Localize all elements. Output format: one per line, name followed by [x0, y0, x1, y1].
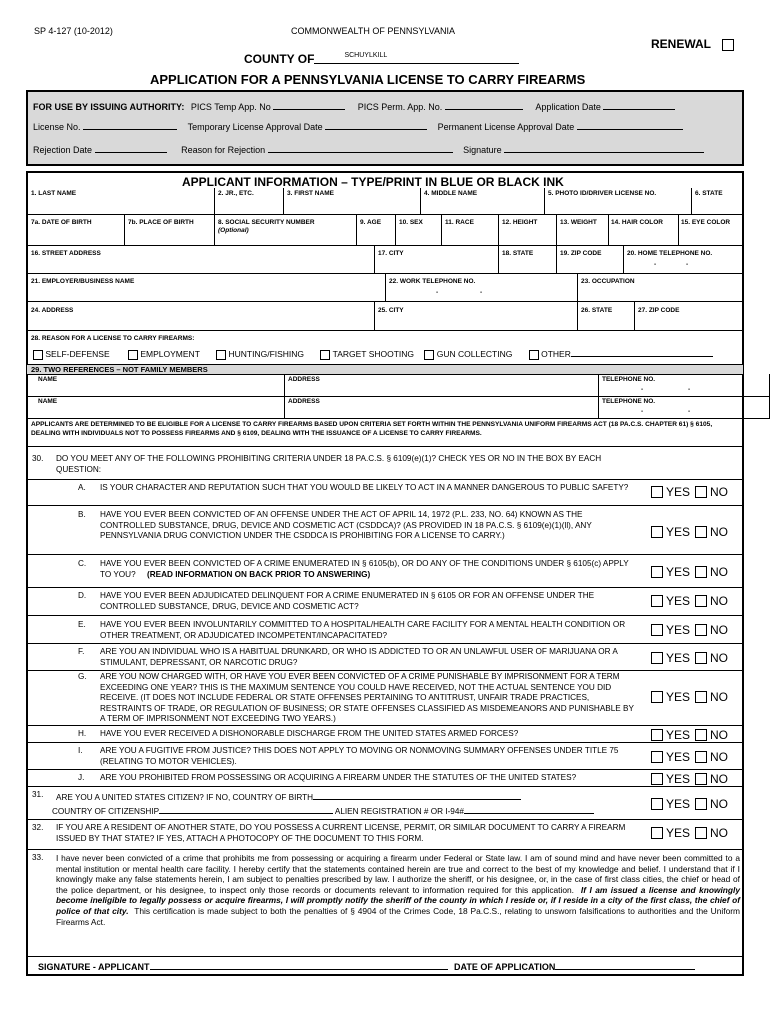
yes-label: YES: [666, 727, 691, 742]
employer-field[interactable]: 21. EMPLOYER/BUSINESS NAME: [31, 278, 135, 285]
q30j-letter: J.: [78, 773, 85, 782]
employer-city-field[interactable]: 25. CITY: [378, 307, 404, 314]
yes-label: YES: [666, 689, 691, 704]
q32-yes-checkbox[interactable]: [651, 827, 663, 839]
ref1-phone-dash: -: [641, 386, 644, 393]
application-date-sig-label: DATE OF APPLICATION: [454, 962, 556, 972]
birthplace-field[interactable]: 7b. PLACE OF BIRTH: [128, 219, 194, 226]
license-no-input[interactable]: [83, 120, 177, 130]
q30d-answer: [651, 593, 733, 608]
authority-signature-label: Signature: [463, 145, 502, 155]
suffix-field[interactable]: 2. JR., ETC.: [218, 190, 254, 197]
application-date-sig-input[interactable]: [555, 960, 695, 970]
q31-answer: [651, 796, 733, 811]
q30a-letter: A.: [78, 483, 86, 492]
no-label: NO: [710, 727, 729, 742]
eligibility-notice: APPLICANTS ARE DETERMINED TO BE ELIGIBLE FOR A LICENSE TO CARRY FIREARMS BASED UPON CRITERIA SET FORTH WITHIN THE PENNSYLVANIA UNIFORM FIREARMS ACT (18 PA.C.S. CHAPTER 61) § 6105, DEALING WITH INDIVIDUALS NOT TO POSSESS FIREARMS AND § 6109, DEALING WITH THE ISSUANCE OF A LICENSE TO CARRY FIREARMS.: [31, 421, 713, 437]
employer-state-field[interactable]: 26. STATE: [581, 307, 613, 314]
pics-perm-input[interactable]: [445, 100, 523, 110]
license-no-label: License No.: [33, 122, 81, 132]
renewal-label: RENEWAL: [651, 37, 711, 51]
q30c-text: [100, 559, 638, 580]
for-use-label: FOR USE BY ISSUING AUTHORITY:: [33, 102, 185, 112]
zip-field[interactable]: 19. ZIP CODE: [560, 250, 602, 257]
q30b-letter: B.: [78, 510, 86, 519]
q31-line-2: [52, 804, 594, 818]
alien-registration-input[interactable]: [464, 804, 594, 814]
yes-label: YES: [666, 622, 691, 637]
q30b-no-checkbox[interactable]: [695, 526, 707, 538]
home-phone-dash: -: [686, 261, 689, 268]
q31-text: ARE YOU A UNITED STATES CITIZEN? IF NO, COUNTRY OF BIRTH: [56, 793, 314, 802]
q30i-answer: [651, 749, 733, 764]
q32-answer: [651, 825, 733, 840]
reason-option[interactable]: [424, 349, 512, 359]
home-phone-dash: -: [654, 261, 657, 268]
alien-registration-label: ALIEN REGISTRATION # OR I-94#: [334, 807, 464, 816]
country-of-citizenship-label: COUNTRY OF CITIZENSHIP: [52, 807, 160, 816]
reason-options: [33, 347, 713, 360]
other-label: OTHER: [541, 349, 571, 359]
ref1-address-field[interactable]: ADDRESS: [288, 376, 320, 383]
q30c-text-bold: (READ INFORMATION ON BACK PRIOR TO ANSWERING): [147, 569, 371, 579]
q30d-letter: D.: [78, 591, 87, 600]
no-label: NO: [710, 689, 729, 704]
q30f-no-checkbox[interactable]: [695, 652, 707, 664]
q30h-letter: H.: [78, 729, 87, 738]
q30c-yes-checkbox[interactable]: [651, 566, 663, 578]
q30j-text: ARE YOU PROHIBITED FROM POSSESSING OR ACQUIRING A FIREARM UNDER THE STATUTES OF THE UNITED STATES?: [100, 773, 577, 782]
other-checkbox[interactable]: [529, 350, 539, 360]
ref1-name-field[interactable]: NAME: [38, 376, 58, 383]
q30e-answer: [651, 622, 733, 637]
no-label: NO: [710, 650, 729, 665]
no-label: NO: [710, 622, 729, 637]
first-name-field[interactable]: 3. FIRST NAME: [287, 190, 334, 197]
other-input[interactable]: [571, 347, 713, 357]
q30j-answer: [651, 771, 733, 786]
no-label: NO: [710, 749, 729, 764]
q30d-yes-checkbox[interactable]: [651, 595, 663, 607]
q30g-letter: G.: [78, 672, 87, 681]
q31-number: 31.: [32, 790, 44, 799]
weight-field[interactable]: 13. WEIGHT: [560, 219, 597, 226]
commonwealth-label: COMMONWEALTH OF PENNSYLVANIA: [291, 26, 456, 36]
occupation-field[interactable]: 23. OCCUPATION: [581, 278, 635, 285]
ssn-optional: (Optional): [218, 227, 249, 234]
application-date-input[interactable]: [603, 100, 675, 110]
county-value: SCHUYLKILL: [344, 52, 388, 59]
q30e-yes-checkbox[interactable]: [651, 624, 663, 636]
q30g-answer: [651, 689, 733, 704]
no-label: NO: [710, 796, 729, 811]
references-heading: 29. TWO REFERENCES – NOT FAMILY MEMBERS: [31, 365, 208, 374]
q31-line-1: [56, 790, 521, 804]
certification-text-2: This certification is made subject to both the penalties of § 4904 of the Crimes Code, 18 Pa.C.S., relating to unsworn falsifications to authorities and the Uniform Firearms Act.: [56, 905, 740, 927]
renewal-checkbox[interactable]: [722, 39, 734, 51]
dob-field[interactable]: 7a. DATE OF BIRTH: [31, 219, 92, 226]
q30g-no-checkbox[interactable]: [695, 691, 707, 703]
q32-no-checkbox[interactable]: [695, 827, 707, 839]
no-label: NO: [710, 484, 729, 499]
reason-label: 28. REASON FOR A LICENSE TO CARRY FIREARMS:: [31, 335, 195, 342]
q30-number: 30.: [32, 454, 44, 463]
q30f-letter: F.: [78, 647, 85, 656]
q30h-yes-checkbox[interactable]: [651, 729, 663, 741]
ref1-phone-dash: -: [688, 386, 691, 393]
perm-approval-label: Permanent License Approval Date: [437, 122, 575, 132]
applicant-info-heading: APPLICANT INFORMATION – TYPE/PRINT IN BLUE OR BLACK INK: [182, 175, 564, 189]
country-of-birth-input[interactable]: [313, 790, 521, 800]
certification-bold-text: If I am issued a license and knowingly become ineligible to legally possess or acquire firearms, I will promptly notify the sheriff of the county in which I reside or, if I reside in a city of the first class, the chief of police of that city.: [56, 884, 741, 916]
q31-no-checkbox[interactable]: [695, 798, 707, 810]
authority-signature-input[interactable]: [504, 143, 704, 153]
photo-id-field[interactable]: 5. PHOTO ID/DRIVER LICENSE NO.: [548, 190, 657, 197]
q30h-answer: [651, 727, 733, 742]
reason-option[interactable]: [529, 349, 713, 359]
q30i-text: ARE YOU A FUGITIVE FROM JUSTICE? THIS DOES NOT APPLY TO MOVING OR NONMOVING SUMMARY OFFENSES UNDER TITLE 75 (RELATING TO MOTOR VEHICLES).: [100, 746, 619, 766]
yes-label: YES: [666, 796, 691, 811]
self-defense-label: SELF-DEFENSE: [45, 349, 110, 359]
employment-label: EMPLOYMENT: [140, 349, 200, 359]
authority-row-1: [33, 100, 675, 112]
q30h-no-checkbox[interactable]: [695, 729, 707, 741]
q32-number: 32.: [32, 823, 44, 832]
authority-row-2: [33, 120, 683, 132]
hair-color-field[interactable]: 14. HAIR COLOR: [611, 219, 664, 226]
hunting-checkbox[interactable]: [216, 350, 226, 360]
reason-option[interactable]: [216, 349, 304, 359]
eye-color-field[interactable]: 15. EYE COLOR: [681, 219, 731, 226]
yes-label: YES: [666, 564, 691, 579]
q30g-text: ARE YOU NOW CHARGED WITH, OR HAVE YOU EVER BEEN CONVICTED OF A CRIME PUNISHABLE BY IMPRISONMENT FOR A TERM EXCEEDING ONE YEAR? THIS IS THE MAXIMUM SENTENCE YOU COULD HAVE RECEIVED, NOT THE ACTUAL SENTENCE YOU DID RECEIVE. (IT DOES NOT INCLUDE FEDERAL OR STATE OFFENSES PERTAINING TO ANTITRUST, UNFAIR TRADE PRACTICES, RESTRAINTS OF TRADE, OR REGULATION OF BUSINESS; OR STATE OFFENSES CLASSIFIED AS MISDEMEANORS AND PUNISHABLE BY A TERM OF IMPRISONMENT NOT EXCEEDING TWO YEARS.): [100, 672, 634, 723]
work-phone-field[interactable]: 22. WORK TELEPHONE NO.: [389, 278, 476, 285]
country-of-citizenship-input[interactable]: [159, 804, 333, 814]
no-label: NO: [710, 771, 729, 786]
ref2-phone-dash: -: [641, 408, 644, 415]
employment-checkbox[interactable]: [128, 350, 138, 360]
yes-label: YES: [666, 524, 691, 539]
yes-label: YES: [666, 593, 691, 608]
q32-text: IF YOU ARE A RESIDENT OF ANOTHER STATE, DO YOU POSSESS A CURRENT LICENSE, PERMIT, OR SIMILAR DOCUMENT TO CARRY A FIREARM ISSUED BY THAT STATE? IF YES, ATTACH A PHOTOCOPY OF THE DOCUMENT TO THIS FORM.: [56, 823, 626, 843]
q30b-text: HAVE YOU EVER BEEN CONVICTED OF AN OFFENSE UNDER THE ACT OF APRIL 14, 1972 (P.L. 233, NO. 64) KNOWN AS THE CONTROLLED SUBSTANCE, DRUG, DEVICE AND COSMETIC ACT (CSDDCA)? (AS PROVIDED IN 18 PA.C.S. § 6109(e)(1)(ll), ANY PENNSYLVANIA DRUG CONVICTION UNDER THE CSDDCA IS PROHIBITING FOR A LICENSE TO CARRY.): [100, 510, 592, 540]
q31-yes-checkbox[interactable]: [651, 798, 663, 810]
state-field[interactable]: 18. STATE: [502, 250, 534, 257]
pics-temp-input[interactable]: [273, 100, 345, 110]
ssn-field[interactable]: [218, 219, 315, 235]
authority-row-3: [33, 143, 704, 155]
q30b-answer: [651, 524, 733, 539]
height-field[interactable]: 12. HEIGHT: [502, 219, 538, 226]
reason-option[interactable]: [33, 349, 110, 359]
certification-text: I have never been convicted of a crime that prohibits me from possessing or acquiring a firearm under Federal or State law. I am of sound mind and have never been committed to a mental institution or mental health care facility. I hereby certify that the statements contained herein are true and correct to the best of my knowledge and belief. I understand that if I knowingly make any false statements herein, I am subject to penalties prescribed by law. I authorize the sheriff, or his designee, or, in the case of first class cities, the chief or head of the police department, or his designee, to inspect only those records or documents relevant to information required for this application.: [56, 853, 740, 895]
yes-label: YES: [666, 650, 691, 665]
application-date-label: Application Date: [535, 102, 601, 112]
q30c-answer: [651, 564, 733, 579]
county-label: COUNTY OF: [244, 52, 315, 66]
age-field[interactable]: 9. AGE: [360, 219, 382, 226]
work-phone-dash: -: [436, 289, 439, 296]
yes-label: YES: [666, 771, 691, 786]
temp-approval-label: Temporary License Approval Date: [187, 122, 323, 132]
rejection-date-label: Rejection Date: [33, 145, 93, 155]
sex-field[interactable]: 10. SEX: [399, 219, 423, 226]
q30a-text: IS YOUR CHARACTER AND REPUTATION SUCH THAT YOU WOULD BE LIKELY TO ACT IN A MANNER DANGEROUS TO PUBLIC SAFETY?: [100, 483, 629, 492]
ssn-label: 8. SOCIAL SECURITY NUMBER: [218, 219, 315, 226]
no-label: NO: [710, 564, 729, 579]
form-title: APPLICATION FOR A PENNSYLVANIA LICENSE TO CARRY FIREARMS: [150, 72, 586, 87]
q30-text: DO YOU MEET ANY OF THE FOLLOWING PROHIBITING CRITERIA UNDER 18 PA.C.S. § 6109(e)(1)? CHECK YES OR NO IN THE BOX BY EACH QUESTION:: [56, 454, 602, 474]
q30j-yes-checkbox[interactable]: [651, 773, 663, 785]
certification-statement: [56, 853, 740, 927]
q30i-no-checkbox[interactable]: [695, 751, 707, 763]
q30b-yes-checkbox[interactable]: [651, 526, 663, 538]
renewal-option[interactable]: [651, 37, 734, 51]
hunting-label: HUNTING/FISHING: [228, 349, 305, 359]
q30a-no-checkbox[interactable]: [695, 486, 707, 498]
perm-approval-input[interactable]: [577, 120, 683, 130]
q33-number: 33.: [32, 853, 44, 862]
no-label: NO: [710, 825, 729, 840]
yes-label: YES: [666, 484, 691, 499]
q30c-text-body: HAVE YOU EVER BEEN CONVICTED OF A CRIME ENUMERATED IN § 6105(b), OR DO ANY OF THE CONDITIONS UNDER § 6105(c) APPLY TO YOU?: [100, 559, 629, 579]
q30g-yes-checkbox[interactable]: [651, 691, 663, 703]
reason-option[interactable]: [128, 349, 200, 359]
q30e-text: HAVE YOU EVER BEEN INVOLUNTARILY COMMITTED TO A HOSPITAL/HEALTH CARE FACILITY FOR A MENTAL HEALTH CONDITION OR OTHER TREATMENT, OR ADJUDICATED INCOMPETENT/INCAPACITATED?: [100, 620, 626, 640]
no-label: NO: [710, 524, 729, 539]
q30i-letter: I.: [78, 746, 83, 755]
pics-perm-label: PICS Perm. App. No.: [357, 102, 443, 112]
ref2-phone-field[interactable]: TELEPHONE NO.: [602, 398, 656, 405]
yes-label: YES: [666, 825, 691, 840]
middle-name-field[interactable]: 4. MIDDLE NAME: [424, 190, 478, 197]
street-address-field[interactable]: 16. STREET ADDRESS: [31, 250, 101, 257]
pics-temp-label: PICS Temp App. No: [190, 102, 271, 112]
county-input[interactable]: [314, 54, 519, 64]
q30f-answer: [651, 650, 733, 665]
q30c-no-checkbox[interactable]: [695, 566, 707, 578]
rejection-date-input[interactable]: [95, 143, 167, 153]
employer-address-field[interactable]: 24. ADDRESS: [31, 307, 74, 314]
county-field: [244, 52, 519, 66]
yes-label: YES: [666, 749, 691, 764]
applicant-signature-label: SIGNATURE - APPLICANT: [38, 962, 150, 972]
q30c-letter: C.: [78, 559, 87, 568]
applicant-signature-input[interactable]: [150, 960, 448, 970]
ref1-phone-field[interactable]: TELEPHONE NO.: [602, 376, 656, 383]
id-state-field[interactable]: 6. STATE: [695, 190, 723, 197]
rejection-reason-label: Reason for Rejection: [181, 145, 266, 155]
ref2-phone-dash: -: [688, 408, 691, 415]
q30d-no-checkbox[interactable]: [695, 595, 707, 607]
target-shooting-checkbox[interactable]: [320, 350, 330, 360]
q30i-yes-checkbox[interactable]: [651, 751, 663, 763]
work-phone-dash: -: [480, 289, 483, 296]
q30f-yes-checkbox[interactable]: [651, 652, 663, 664]
target-shooting-label: TARGET SHOOTING: [332, 349, 415, 359]
q30j-no-checkbox[interactable]: [695, 773, 707, 785]
q30f-text: ARE YOU AN INDIVIDUAL WHO IS A HABITUAL DRUNKARD, OR WHO IS ADDICTED TO OR AN UNLAWFUL USER OF MARIJUANA OR A STIMULANT, DEPRESSANT, OR NARCOTIC DRUG?: [100, 647, 618, 667]
signature-row: [38, 960, 695, 972]
temp-approval-input[interactable]: [325, 120, 427, 130]
q30e-no-checkbox[interactable]: [695, 624, 707, 636]
q30h-text: HAVE YOU EVER RECEIVED A DISHONORABLE DISCHARGE FROM THE UNITED STATES ARMED FORCES?: [100, 729, 519, 738]
self-defense-checkbox[interactable]: [33, 350, 43, 360]
home-phone-field[interactable]: 20. HOME TELEPHONE NO.: [627, 250, 713, 257]
q30e-letter: E.: [78, 620, 86, 629]
ref2-address-field[interactable]: ADDRESS: [288, 398, 320, 405]
reason-option[interactable]: [320, 349, 414, 359]
ref2-name-field[interactable]: NAME: [38, 398, 58, 405]
q30d-text: HAVE YOU EVER BEEN ADJUDICATED DELINQUENT FOR A CRIME ENUMERATED IN § 6105 OR FOR AN OFFENSE UNDER THE CONTROLLED SUBSTANCE, DRUG, DEVICE AND COSMETIC ACT?: [100, 591, 595, 611]
last-name-field[interactable]: 1. LAST NAME: [31, 190, 77, 197]
rejection-reason-input[interactable]: [268, 143, 453, 153]
q30a-yes-checkbox[interactable]: [651, 486, 663, 498]
gun-collecting-checkbox[interactable]: [424, 350, 434, 360]
employer-zip-field[interactable]: 27. ZIP CODE: [638, 307, 680, 314]
race-field[interactable]: 11. RACE: [445, 219, 474, 226]
form-id: SP 4-127 (10-2012): [34, 26, 113, 36]
gun-collecting-label: GUN COLLECTING: [436, 349, 513, 359]
no-label: NO: [710, 593, 729, 608]
q30a-answer: [651, 484, 733, 499]
city-field[interactable]: 17. CITY: [378, 250, 404, 257]
